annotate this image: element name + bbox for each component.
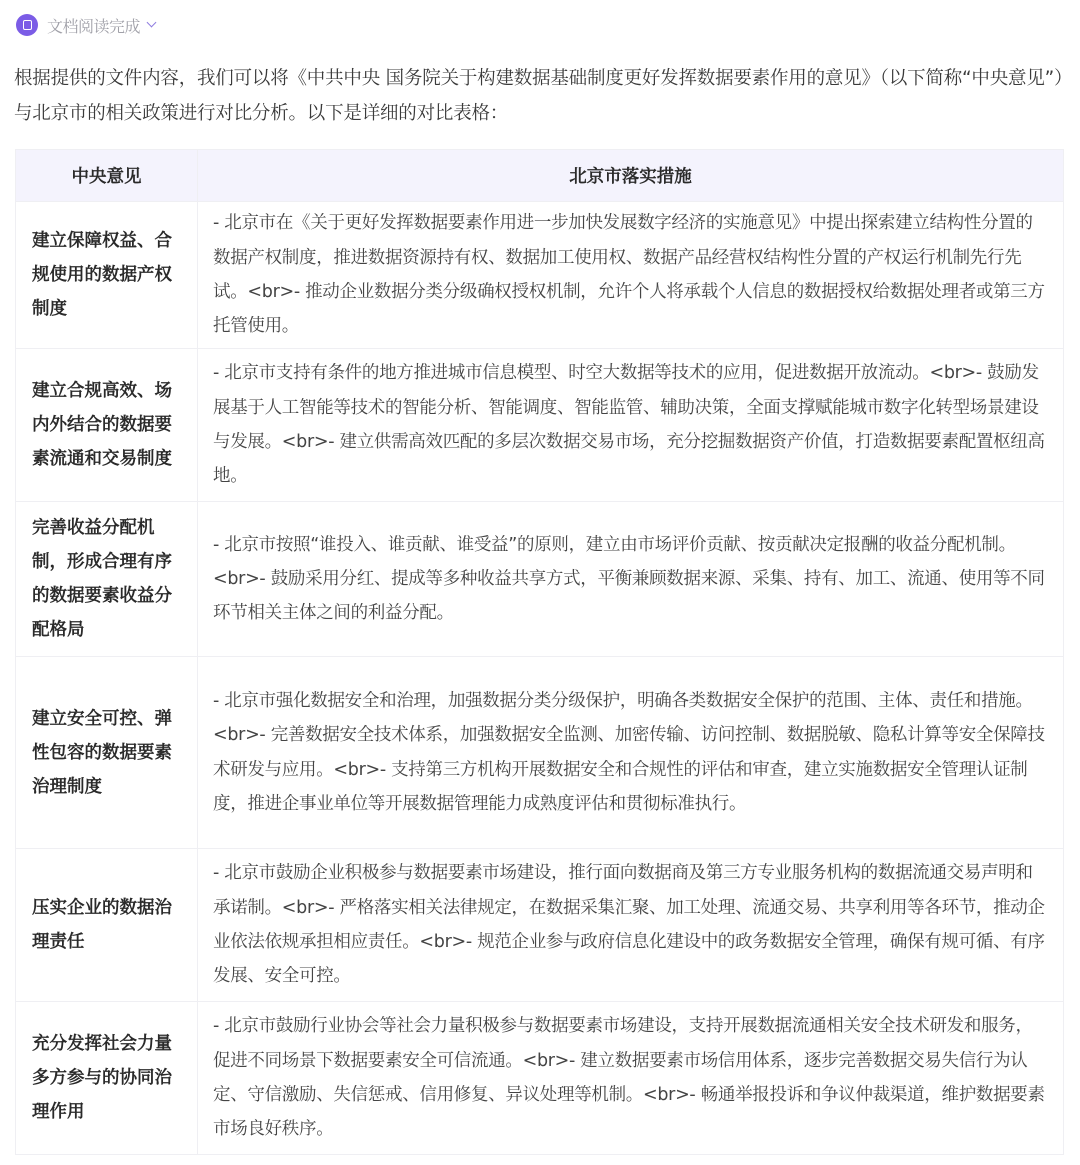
table-row bbox=[16, 202, 1064, 349]
document-icon bbox=[16, 14, 38, 36]
topic-cell: 充分发挥社会力量多方参与的协同治理作用 bbox=[16, 1002, 198, 1155]
intro-paragraph: 根据提供的文件内容，我们可以将《中共中央 国务院关于构建数据基础制度更好发挥数据要素作用的意见》（以下简称“中央意见”）与北京市的相关政策进行对比分析。以下是详细的对比表格： bbox=[14, 68, 1064, 124]
measure-cell: - 北京市支持有条件的地方推进城市信息模型、时空大数据等技术的应用，促进数据开放流动。<br>- 鼓励发展基于人工智能等技术的智能分析、智能调度、智能监管、辅助决策，全面支撑赋能城市数字化转型场景建设与发展。<br>- 建立供需高效匹配的多层次数据交易市场，充分挖掘数据资产价值，打造数据要素配置枢纽高地。 bbox=[198, 349, 1064, 502]
reading-status-toggle[interactable] bbox=[16, 13, 155, 37]
table-header-row bbox=[16, 150, 1064, 202]
table-row bbox=[16, 502, 1064, 657]
table-row bbox=[16, 849, 1064, 1002]
measure-cell: - 北京市按照“谁投入、谁贡献、谁受益”的原则，建立由市场评价贡献、按贡献决定报酬的收益分配机制。<br>- 鼓励采用分红、提成等多种收益共享方式，平衡兼顾数据来源、采集、持有、加工、流通、使用等不同环节相关主体之间的利益分配。 bbox=[198, 502, 1064, 657]
topic-cell: 建立保障权益、合规使用的数据产权制度 bbox=[16, 202, 198, 349]
topic-cell: 完善收益分配机制，形成合理有序的数据要素收益分配格局 bbox=[16, 502, 198, 657]
measure-cell: - 北京市鼓励企业积极参与数据要素市场建设，推行面向数据商及第三方专业服务机构的数据流通交易声明和承诺制。<br>- 严格落实相关法律规定，在数据采集汇聚、加工处理、流通交易、共享利用等各环节，推动企业依法依规承担相应责任。<br>- 规范企业参与政府信息化建设中的政务数据安全管理，确保有规可循、有序发展、安全可控。 bbox=[198, 849, 1064, 1002]
reading-status-label: 文档阅读完成 bbox=[47, 16, 141, 36]
header-beijing-measures: 北京市落实措施 bbox=[198, 150, 1064, 202]
comparison-table bbox=[15, 149, 1063, 1155]
chevron-down-icon[interactable] bbox=[147, 18, 157, 28]
topic-cell: 建立安全可控、弹性包容的数据要素治理制度 bbox=[16, 657, 198, 849]
table-row bbox=[16, 1002, 1064, 1155]
measure-cell: - 北京市强化数据安全和治理，加强数据分类分级保护，明确各类数据安全保护的范围、主体、责任和措施。<br>- 完善数据安全技术体系，加强数据安全监测、加密传输、访问控制、数据脱敏、隐私计算等安全保障技术研发与应用。<br>- 支持第三方机构开展数据安全和合规性的评估和审查，建立实施数据安全管理认证制度，推进企事业单位等开展数据管理能力成熟度评估和贯彻标准执行。 bbox=[198, 657, 1064, 849]
measure-cell: - 北京市在《关于更好发挥数据要素作用进一步加快发展数字经济的实施意见》中提出探索建立结构性分置的数据产权制度，推进数据资源持有权、数据加工使用权、数据产品经营权结构性分置的产权运行机制先行先试。<br>- 推动企业数据分类分级确权授权机制，允许个人将承载个人信息的数据授权给数据处理者或第三方托管使用。 bbox=[198, 202, 1064, 349]
topic-cell: 建立合规高效、场内外结合的数据要素流通和交易制度 bbox=[16, 349, 198, 502]
table-row bbox=[16, 657, 1064, 849]
measure-cell: - 北京市鼓励行业协会等社会力量积极参与数据要素市场建设，支持开展数据流通相关安全技术研发和服务，促进不同场景下数据要素安全可信流通。<br>- 建立数据要素市场信用体系，逐步完善数据交易失信行为认定、守信激励、失信惩戒、信用修复、异议处理等机制。<br>- 畅通举报投诉和争议仲裁渠道，维护数据要素市场良好秩序。 bbox=[198, 1002, 1064, 1155]
table-row bbox=[16, 349, 1064, 502]
header-central-opinion: 中央意见 bbox=[16, 150, 198, 202]
topic-cell: 压实企业的数据治理责任 bbox=[16, 849, 198, 1002]
